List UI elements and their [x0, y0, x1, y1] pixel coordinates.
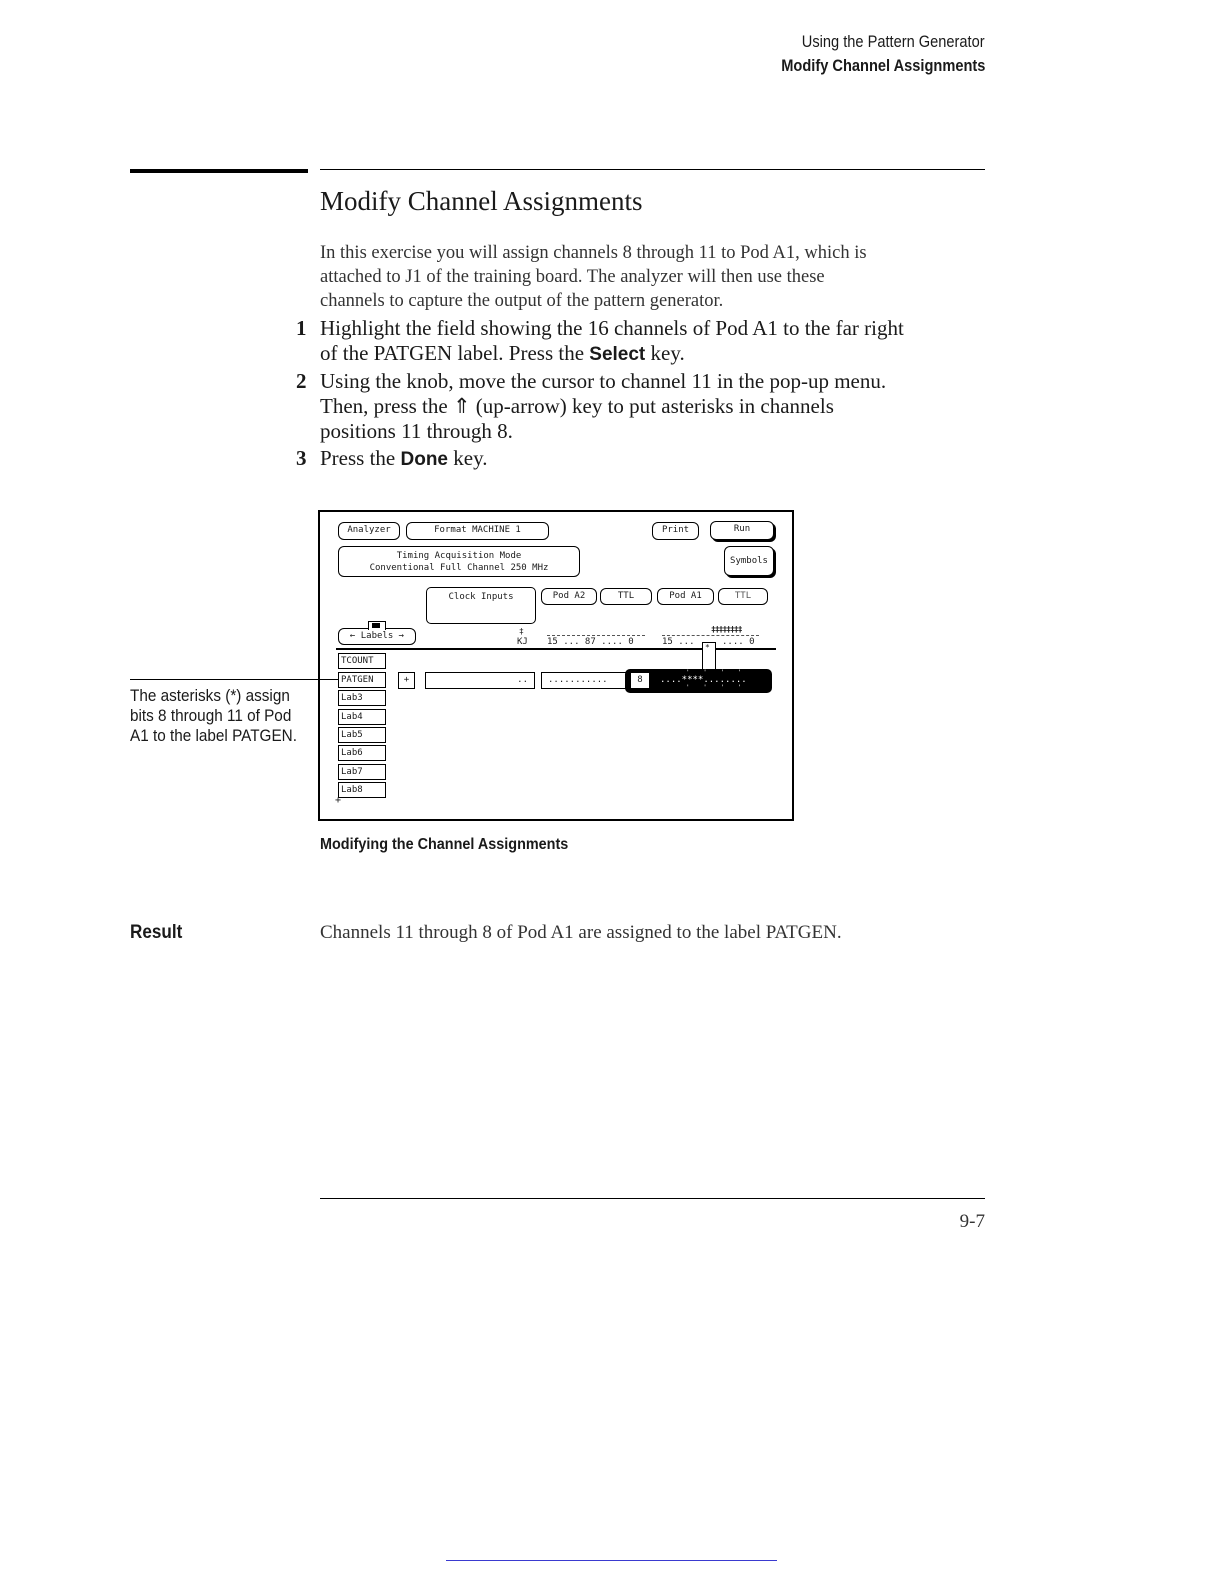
- kj-column-label: KJ: [517, 637, 528, 647]
- section-rule-thick: [130, 169, 308, 173]
- step-line: key.: [645, 341, 685, 365]
- footer-rule: [320, 1198, 985, 1199]
- step-line: positions 11 through 8.: [320, 419, 513, 443]
- select-key: Select: [589, 344, 646, 365]
- mode-title: Timing Acquisition Mode: [396, 551, 522, 561]
- acquisition-mode-field[interactable]: [338, 546, 580, 577]
- step-1: [296, 316, 986, 366]
- pod-a2-button[interactable]: Pod A2: [541, 588, 597, 605]
- pod-a1-ttl-button[interactable]: TTL: [718, 588, 768, 605]
- step-number: 3: [296, 446, 307, 470]
- asterisk-callout: [130, 686, 310, 746]
- pod-a1-range-rule: [662, 635, 759, 636]
- pod-a1-bits-field[interactable]: ....****........: [660, 675, 747, 685]
- label-lab3[interactable]: Lab3: [338, 690, 386, 706]
- clock-inputs-field[interactable]: Clock Inputs: [426, 587, 536, 624]
- callout-leader-line: [130, 679, 338, 680]
- step-text: [320, 446, 487, 472]
- step-number: 2: [296, 369, 307, 393]
- step-line: of the PATGEN label. Press the: [320, 341, 590, 365]
- step-line: Using the knob, move the cursor to channel 11 in the pop-up menu.: [320, 369, 887, 393]
- pod-a1-bit-range-high: 15 ...: [662, 637, 695, 647]
- step-line: Press the: [320, 446, 401, 470]
- label-tcount[interactable]: TCOUNT: [338, 653, 386, 669]
- pod-a1-button[interactable]: Pod A1: [657, 588, 714, 605]
- cursor-asterisk: *: [705, 643, 710, 652]
- section-rule-thin: [320, 169, 985, 170]
- result-label: Result: [130, 922, 183, 943]
- running-header-topic: Modify Channel Assignments: [780, 56, 985, 75]
- bottom-link-underline: [446, 1560, 777, 1561]
- symbols-button[interactable]: Symbols: [724, 546, 774, 576]
- pod-a2-bits-field[interactable]: ...........: [541, 672, 629, 689]
- done-key: Done: [400, 449, 448, 470]
- callout-line: A1 to the label PATGEN.: [130, 726, 297, 745]
- clock-bits-field[interactable]: ..: [425, 672, 535, 689]
- pod-a2-range-rule: [547, 635, 645, 636]
- page-number: 9-7: [959, 1211, 985, 1232]
- pod-a1-bit-range-low: .... 0: [722, 637, 755, 647]
- pod-a2-ttl-button[interactable]: TTL: [600, 588, 652, 605]
- popup-value-field[interactable]: 8: [630, 672, 650, 689]
- page-title: Modify Channel Assignments: [320, 186, 643, 216]
- pod-a2-bit-range: 15 ... 87 .... 0: [547, 637, 634, 647]
- popup-tick-marks: ' ' ' ': [686, 684, 747, 691]
- label-patgen[interactable]: PATGEN: [338, 672, 386, 688]
- step-line: Then, press the ⇑ (up-arrow) key to put asterisks in channels: [320, 394, 834, 418]
- print-button[interactable]: Print: [652, 522, 699, 540]
- label-lab4[interactable]: Lab4: [338, 709, 386, 725]
- running-header-section: Using the Pattern Generator: [802, 32, 985, 51]
- mode-value: Conventional Full Channel 250 MHz: [369, 563, 549, 573]
- figure-caption: Modifying the Channel Assignments: [320, 836, 569, 853]
- step-2: [296, 369, 986, 444]
- intro-paragraph: [320, 241, 980, 313]
- scroll-thumb-icon: [372, 623, 380, 628]
- intro-line: attached to J1 of the training board. The analyzer will then use these: [320, 267, 825, 287]
- callout-line: bits 8 through 11 of Pod: [130, 706, 292, 725]
- intro-line: In this exercise you will assign channels 8 through 11 to Pod A1, which is: [320, 243, 867, 263]
- label-lab6[interactable]: Lab6: [338, 745, 386, 761]
- step-number: 1: [296, 316, 307, 340]
- step-text: [320, 316, 904, 367]
- label-lab7[interactable]: Lab7: [338, 764, 386, 780]
- run-button[interactable]: Run: [710, 521, 774, 540]
- label-lab5[interactable]: Lab5: [338, 727, 386, 743]
- kj-marker: ‡: [519, 627, 524, 636]
- label-lab8[interactable]: Lab8: [338, 782, 386, 798]
- list-end-marker: +: [335, 795, 342, 806]
- labels-scroll-button[interactable]: ← Labels →: [338, 628, 416, 645]
- analyzer-screenshot: [318, 510, 794, 821]
- step-3: [296, 446, 986, 471]
- popup-tick-marks: ' ' ' ': [686, 669, 747, 676]
- step-line: key.: [448, 446, 488, 470]
- result-text: Channels 11 through 8 of Pod A1 are assigned to the label PATGEN.: [320, 922, 842, 943]
- asterisk-markers: ‡‡‡‡‡‡‡‡: [711, 625, 742, 634]
- step-text: [320, 369, 886, 444]
- callout-line: The asterisks (*) assign: [130, 686, 290, 705]
- polarity-field[interactable]: +: [398, 672, 415, 689]
- analyzer-button[interactable]: Analyzer: [338, 522, 400, 540]
- intro-line: channels to capture the output of the pattern generator.: [320, 291, 724, 311]
- format-machine-button[interactable]: Format MACHINE 1: [406, 522, 549, 540]
- step-line: Highlight the field showing the 16 channels of Pod A1 to the far right: [320, 316, 904, 340]
